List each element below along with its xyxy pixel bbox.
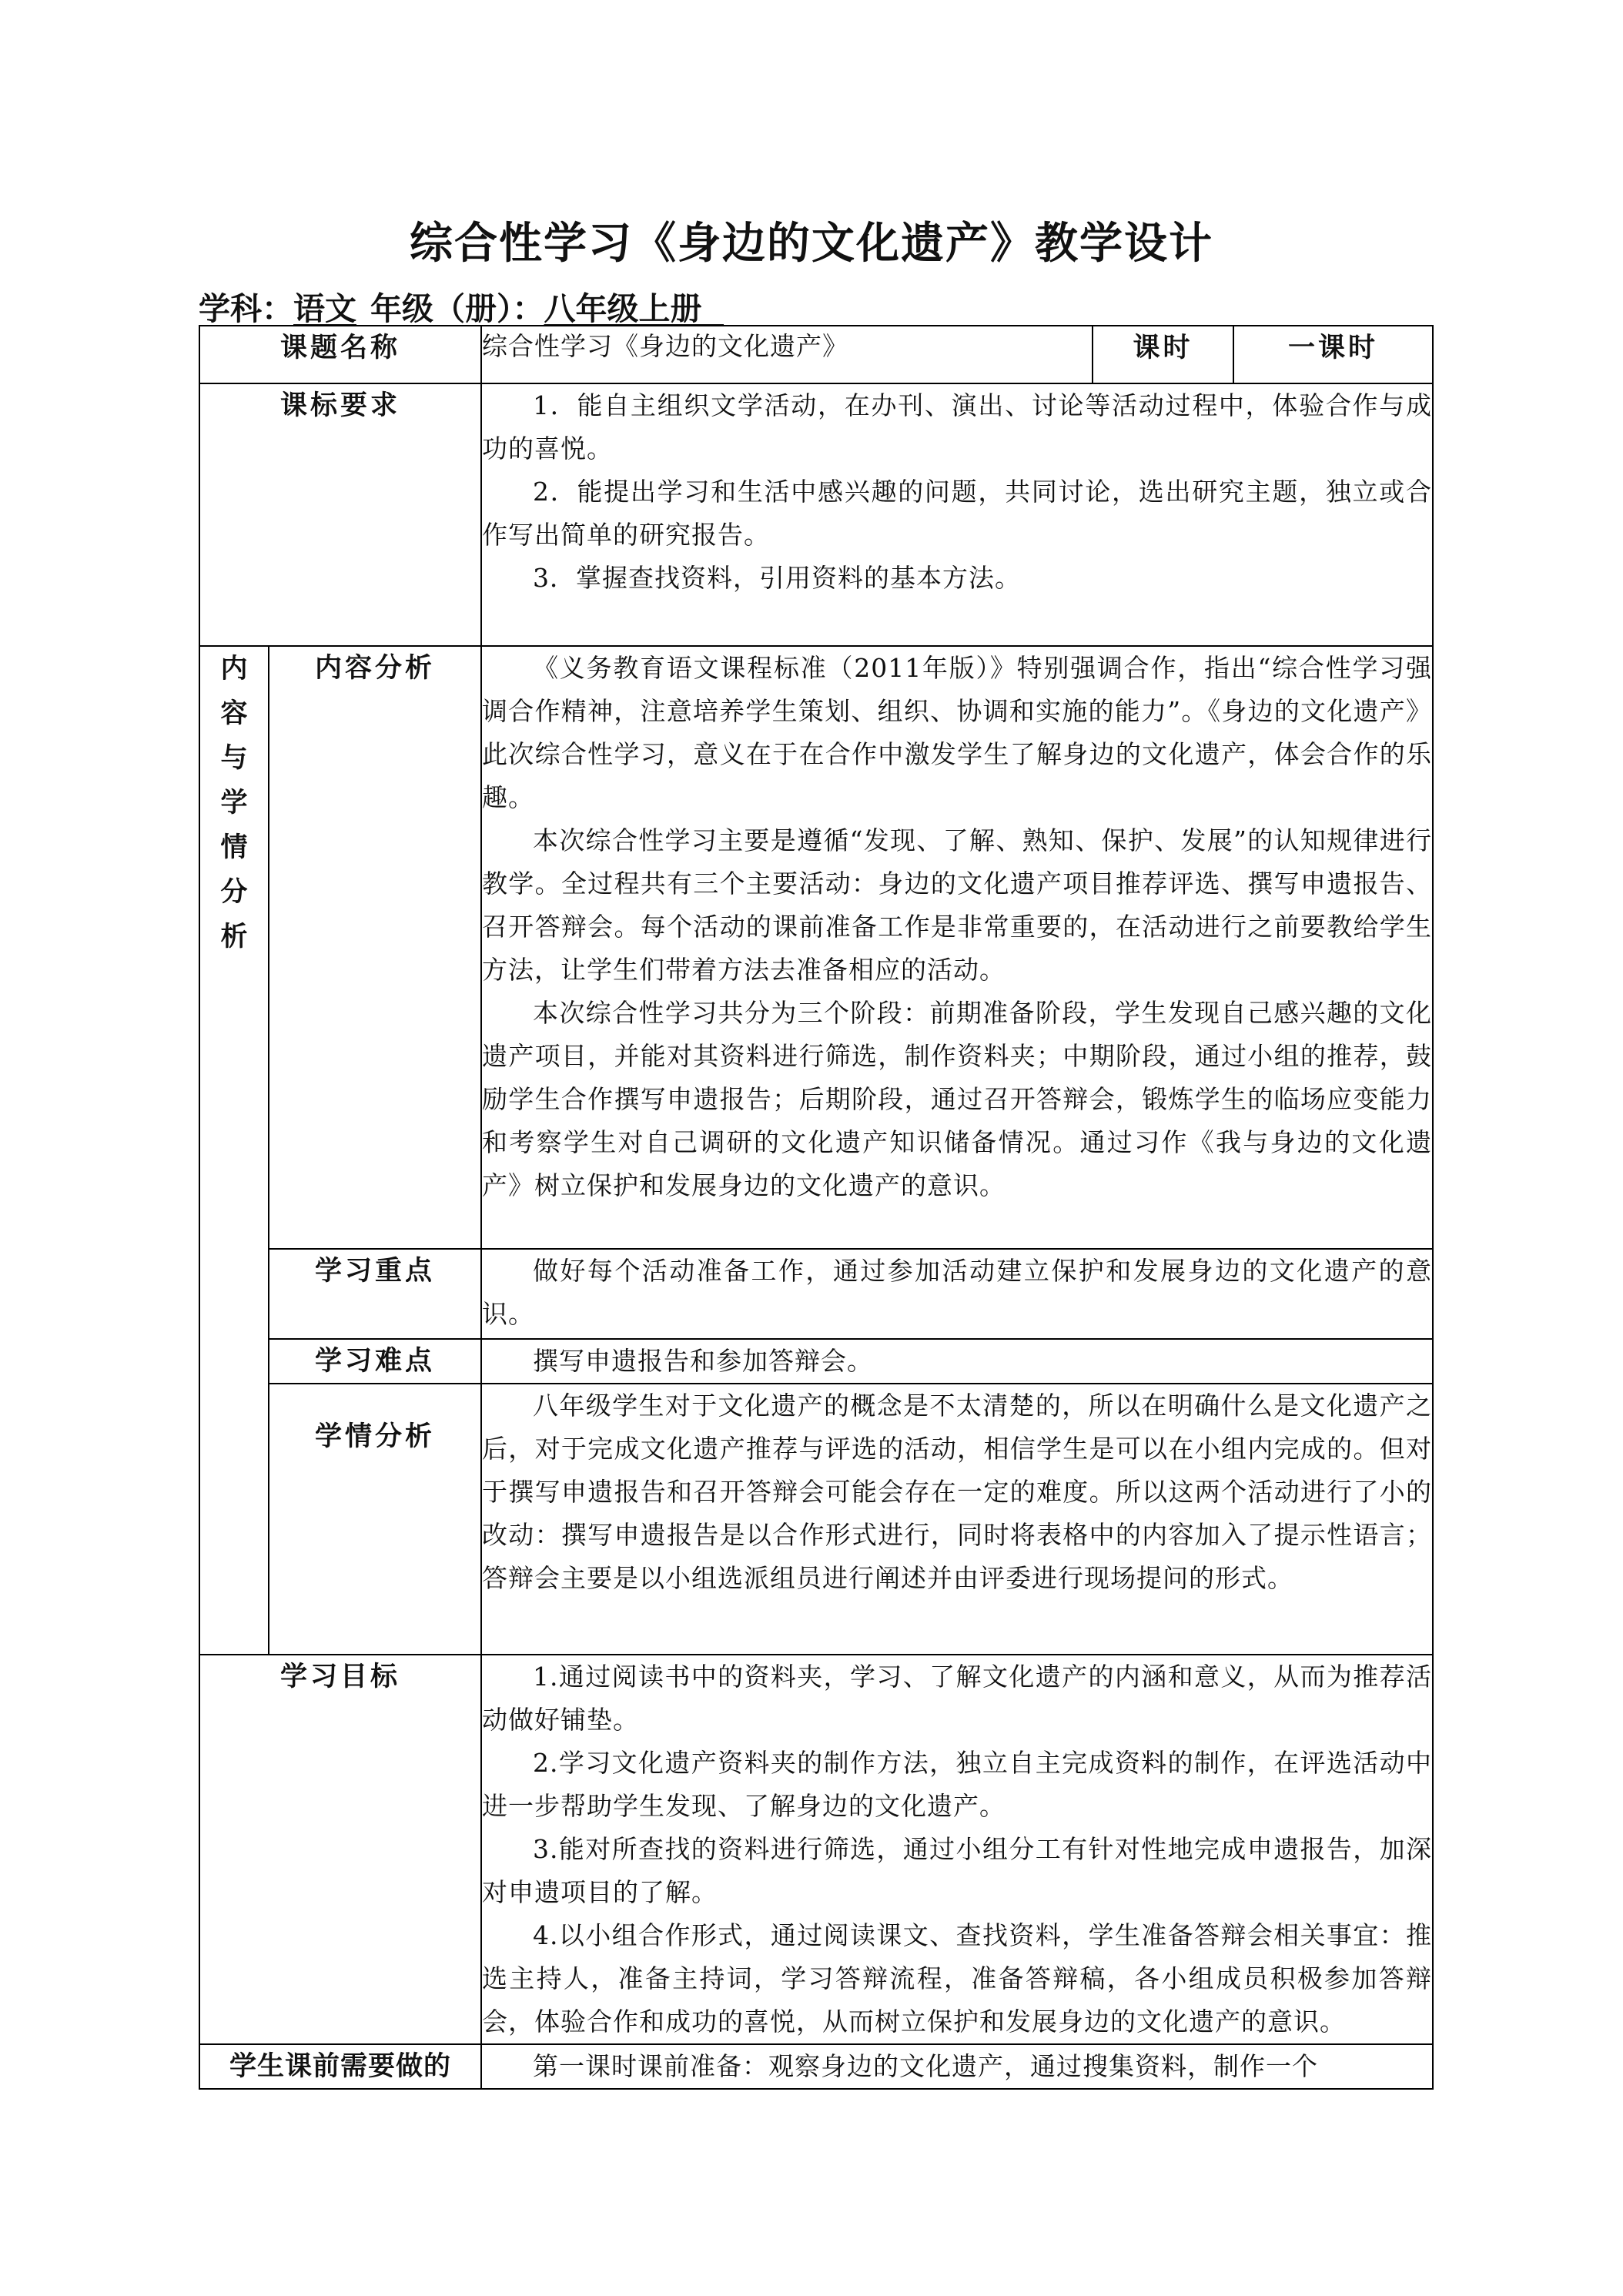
- prep-text: 第一课时课前准备：观察身边的文化遗产，通过搜集资料，制作一个: [533, 2051, 1319, 2081]
- subject-value: 语文: [293, 290, 356, 327]
- period-value: 一课时: [1233, 326, 1433, 383]
- lesson-plan-table: [199, 325, 1434, 2090]
- objectives-content: [481, 1655, 1433, 2044]
- standards-label: 课标要求: [199, 383, 481, 646]
- analysis-group-text: 内容与学情分析: [220, 654, 248, 952]
- learner-analysis-label: 学情分析: [269, 1384, 481, 1655]
- difficulties-content: [481, 1339, 1433, 1384]
- difficulties-label: 学习难点: [269, 1339, 481, 1384]
- learner-analysis-content: [481, 1384, 1433, 1655]
- objectives-label: 学习目标: [199, 1655, 481, 2044]
- content-analysis-label: 内容分析: [269, 646, 481, 1249]
- analysis-group-label: [199, 646, 269, 1655]
- key-points-row: [199, 1249, 1433, 1339]
- objectives-row: [199, 1655, 1433, 2044]
- objective-item: 3.能对所查找的资料进行筛选，通过小组分工有针对性地完成申遗报告，加深对申遗项目的了解。: [482, 1834, 1433, 1907]
- key-points-text: 做好每个活动准备工作，通过参加活动建立保护和发展身边的文化遗产的意识。: [482, 1256, 1433, 1329]
- standards-content: [481, 383, 1433, 646]
- subject-label: 学科：: [199, 290, 293, 327]
- key-points-label: 学习重点: [269, 1249, 481, 1339]
- course-name-row: [199, 326, 1433, 383]
- content-paragraph: 本次综合性学习共分为三个阶段：前期准备阶段，学生发现自己感兴趣的文化遗产项目，并能对其资料进行筛选，制作资料夹；中期阶段，通过小组的推荐，鼓励学生合作撰写申遗报告；后期阶段，通过召开答辩会，锻炼学生的临场应变能力和考察学生对自己调研的文化遗产知识储备情况。通过习作《我与身边的文化遗产》树立保护和发展身边的文化遗产的意识。: [482, 998, 1433, 1200]
- prep-label: 学生课前需要做的: [199, 2044, 481, 2089]
- content-paragraph: 本次综合性学习主要是遵循“发现、了解、熟知、保护、发展”的认知规律进行教学。全过程共有三个主要活动：身边的文化遗产项目推荐评选、撰写申遗报告、召开答辩会。每个活动的课前准备工作是非常重要的，在活动进行之前要教给学生方法，让学生们带着方法去准备相应的活动。: [482, 825, 1433, 985]
- standards-row: [199, 383, 1433, 646]
- learner-analysis-text: 八年级学生对于文化遗产的概念是不太清楚的，所以在明确什么是文化遗产之后，对于完成文化遗产推荐与评选的活动，相信学生是可以在小组内完成的。但对于撰写申遗报告和召开答辩会可能会存在一定的难度。所以这两个活动进行了小的改动：撰写申遗报告是以合作形式进行，同时将表格中的内容加入了提示性语言；答辩会主要是以小组选派组员进行阐述并由评委进行现场提问的形式。: [482, 1391, 1433, 1593]
- difficulties-text: 撰写申遗报告和参加答辩会。: [533, 1346, 874, 1376]
- standard-item: 3．掌握查找资料，引用资料的基本方法。: [533, 563, 1022, 593]
- course-name-label: 课题名称: [199, 326, 481, 383]
- objective-item: 4.以小组合作形式，通过阅读课文、查找资料，学生准备答辩会相关事宜：推选主持人，准备主持词，学习答辩流程，准备答辩稿，各小组成员积极参加答辩会，体验合作和成功的喜悦，从而树立保护和发展身边的文化遗产的意识。: [482, 1920, 1433, 2037]
- objective-item: 1.通过阅读书中的资料夹，学习、了解文化遗产的内涵和意义，从而为推荐活动做好铺垫。: [482, 1662, 1433, 1735]
- grade-label: 年级（册）：: [370, 290, 544, 327]
- subject-grade-line: [199, 283, 724, 329]
- learner-analysis-row: [199, 1384, 1433, 1655]
- course-name-value: 综合性学习《身边的文化遗产》: [481, 326, 1093, 383]
- standard-item: 1．能自主组织文学活动，在办刊、演出、讨论等活动过程中，体验合作与成功的喜悦。: [482, 390, 1433, 464]
- content-paragraph: 《义务教育语文课程标准（2011年版）》特别强调合作，指出“综合性学习强调合作精神，注意培养学生策划、组织、协调和实施的能力”。《身边的文化遗产》此次综合性学习，意义在于在合作中激发学生了解身边的文化遗产，体会合作的乐趣。: [482, 653, 1433, 812]
- content-analysis-row: [199, 646, 1433, 1249]
- key-points-content: [481, 1249, 1433, 1339]
- period-label: 课时: [1093, 326, 1233, 383]
- standard-item: 2．能提出学习和生活中感兴趣的问题，共同讨论，选出研究主题，独立或合作写出简单的研究报告。: [482, 477, 1433, 550]
- prep-content: [481, 2044, 1433, 2089]
- page-title: 综合性学习《身边的文化遗产》教学设计: [410, 219, 1213, 269]
- prep-row: [199, 2044, 1433, 2089]
- objective-item: 2.学习文化遗产资料夹的制作方法，独立自主完成资料的制作，在评选活动中进一步帮助学生发现、了解身边的文化遗产。: [482, 1748, 1433, 1821]
- content-analysis-content: [481, 646, 1433, 1249]
- grade-value: 八年级上册: [544, 290, 702, 327]
- difficulties-row: [199, 1339, 1433, 1384]
